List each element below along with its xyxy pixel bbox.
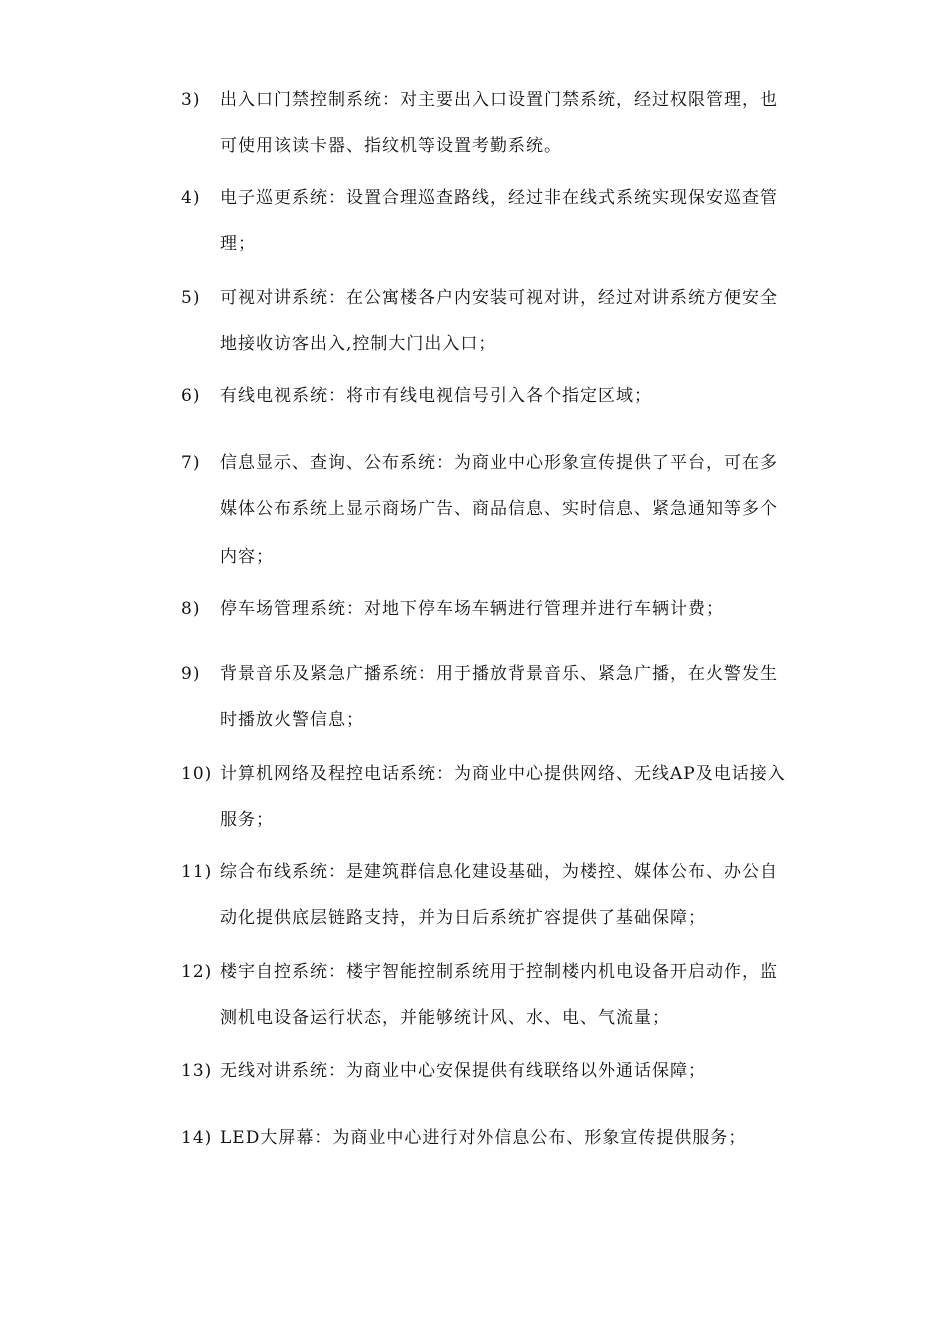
item-text-line: 综合布线系统：是建筑群信息化建设基础，为楼控、媒体公布、办公自 bbox=[220, 862, 778, 882]
item-text-line: 理； bbox=[220, 234, 256, 254]
item-text-line: 内容； bbox=[220, 547, 274, 567]
item-number: 14) bbox=[181, 1128, 213, 1148]
item-number: 10) bbox=[181, 764, 213, 784]
item-number: 5) bbox=[181, 288, 201, 308]
item-text-line: 媒体公布系统上显示商场广告、商品信息、实时信息、紧急通知等多个 bbox=[220, 499, 778, 519]
item-number: 8) bbox=[181, 599, 201, 619]
item-text-line: 测机电设备运行状态，并能够统计风、水、电、气流量； bbox=[220, 1008, 670, 1028]
item-number: 3) bbox=[181, 90, 201, 110]
item-number: 6) bbox=[181, 386, 201, 406]
item-text-line: 信息显示、查询、公布系统：为商业中心形象宣传提供了平台，可在多 bbox=[220, 453, 778, 473]
item-text-line: LED大屏幕：为商业中心进行对外信息公布、形象宣传提供服务； bbox=[220, 1128, 747, 1148]
item-number: 12) bbox=[181, 962, 213, 982]
item-text-line: 出入口门禁控制系统：对主要出入口设置门禁系统，经过权限管理，也 bbox=[220, 90, 778, 110]
item-text-line: 可使用该读卡器、指纹机等设置考勤系统。 bbox=[220, 136, 562, 156]
item-number: 4) bbox=[181, 188, 201, 208]
item-text-line: 电子巡更系统：设置合理巡查路线，经过非在线式系统实现保安巡查管 bbox=[220, 188, 778, 208]
item-number: 9) bbox=[181, 664, 201, 684]
item-text-line: 地接收访客出入,控制大门出入口； bbox=[220, 334, 497, 354]
item-text-line: 服务； bbox=[220, 810, 274, 830]
item-text-line: 时播放火警信息； bbox=[220, 710, 364, 730]
item-text-line: 无线对讲系统：为商业中心安保提供有线联络以外通话保障； bbox=[220, 1061, 706, 1081]
item-text-line: 计算机网络及程控电话系统：为商业中心提供网络、无线AP及电话接入 bbox=[220, 764, 786, 784]
item-text-line: 停车场管理系统：对地下停车场车辆进行管理并进行车辆计费； bbox=[220, 599, 724, 619]
item-number: 13) bbox=[181, 1061, 213, 1081]
item-text-line: 有线电视系统：将市有线电视信号引入各个指定区域； bbox=[220, 386, 652, 406]
item-number: 7) bbox=[181, 453, 201, 473]
item-text-line: 楼宇自控系统：楼宇智能控制系统用于控制楼内机电设备开启动作，监 bbox=[220, 962, 778, 982]
item-text-line: 动化提供底层链路支持，并为日后系统扩容提供了基础保障； bbox=[220, 908, 706, 928]
item-text-line: 可视对讲系统：在公寓楼各户内安装可视对讲，经过对讲系统方便安全 bbox=[220, 288, 778, 308]
item-text-line: 背景音乐及紧急广播系统：用于播放背景音乐、紧急广播，在火警发生 bbox=[220, 664, 778, 684]
item-number: 11) bbox=[181, 862, 213, 882]
